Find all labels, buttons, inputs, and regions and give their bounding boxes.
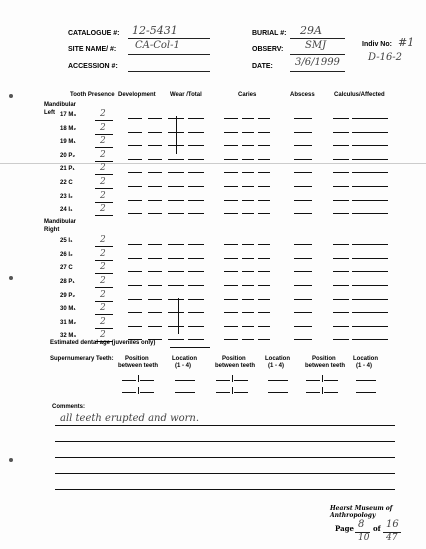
blank-line <box>242 132 254 133</box>
blank-line <box>294 326 312 327</box>
tooth-presence-mark: 2 <box>100 289 106 300</box>
presence-line <box>95 246 113 247</box>
blank-line <box>242 172 254 173</box>
blank-line <box>148 326 162 327</box>
date-label: DATE: <box>252 63 273 70</box>
blank-line <box>188 213 204 214</box>
accession-label: ACCESSION #: <box>68 63 118 70</box>
blank-line <box>352 132 388 133</box>
blank-line <box>128 244 142 245</box>
blank-line <box>294 312 312 313</box>
of-value: 16 <box>386 519 399 530</box>
blank-line <box>168 339 184 340</box>
blank-line <box>242 271 254 272</box>
blank-line <box>148 118 162 119</box>
blank-line <box>188 132 204 133</box>
blank-line <box>258 159 270 160</box>
blank-line <box>242 145 254 146</box>
blank-line <box>242 213 254 214</box>
presence-line <box>95 147 113 148</box>
blank-line <box>258 258 270 259</box>
comment-line <box>55 457 395 458</box>
blank-line <box>258 118 270 119</box>
presence-line <box>95 174 113 175</box>
blank-line <box>224 159 238 160</box>
blank-line <box>352 312 388 313</box>
blank-line <box>148 159 162 160</box>
blank-line <box>188 285 204 286</box>
blank-line <box>294 271 312 272</box>
blank-line <box>333 118 349 119</box>
tooth-presence-mark: 2 <box>100 109 106 119</box>
observ-label: OBSERV: <box>252 46 284 53</box>
burial-value: 29A <box>300 24 322 37</box>
tooth-label: 24 I₁ <box>60 207 73 214</box>
presence-line <box>95 120 113 121</box>
blank-line <box>128 132 142 133</box>
tooth-label: 21 P₁ <box>60 166 75 173</box>
page-below-right: 47 <box>386 533 398 543</box>
blank-line <box>258 285 270 286</box>
blank-line <box>294 200 312 201</box>
presence-line <box>95 260 113 261</box>
blank-line <box>168 244 184 245</box>
blank-line <box>224 285 238 286</box>
blank-line <box>242 186 254 187</box>
blank-line <box>242 258 254 259</box>
blank-line <box>128 200 142 201</box>
tooth-label: 32 M₃ <box>60 333 77 340</box>
blank-line <box>294 186 312 187</box>
blank-line <box>242 118 254 119</box>
blank-line <box>242 326 254 327</box>
comment-line <box>55 489 395 490</box>
blank-line <box>294 244 312 245</box>
blank-line <box>333 271 349 272</box>
sn-range-3: (1 - 4) <box>356 363 373 369</box>
blank-line <box>168 271 184 272</box>
observ-value: SMJ <box>305 40 327 51</box>
tooth-presence-mark: 2 <box>100 177 106 187</box>
blank-line <box>168 172 184 173</box>
sn-location-2: Location <box>265 356 290 362</box>
blank-line <box>258 213 270 214</box>
page-below-left: 10 <box>358 533 370 543</box>
blank-line <box>224 200 238 201</box>
blank-line <box>168 312 184 313</box>
blank-line <box>224 145 238 146</box>
blank-line <box>294 145 312 146</box>
blank-line <box>352 271 388 272</box>
blank-line <box>188 258 204 259</box>
presence-line <box>95 273 113 274</box>
tooth-presence-mark: 2 <box>100 163 106 174</box>
blank-line <box>333 213 349 214</box>
sn-range-1: (1 - 4) <box>175 363 192 369</box>
blank-line <box>128 326 142 327</box>
wear-bar <box>178 298 179 334</box>
blank-line <box>188 299 204 300</box>
blank-line <box>188 244 204 245</box>
blank-line <box>333 285 349 286</box>
tooth-label: 27 C <box>60 265 73 272</box>
blank-line <box>333 200 349 201</box>
section-mandibular-right: Mandibular <box>44 219 77 225</box>
catalogue-label: CATALOGUE #: <box>68 30 120 37</box>
tooth-label: 23 I₂ <box>60 193 73 200</box>
presence-line <box>95 188 113 189</box>
tooth-presence-mark: 2 <box>100 330 106 341</box>
blank-line <box>333 186 349 187</box>
blank-line <box>352 244 388 245</box>
blank-line <box>224 271 238 272</box>
blank-line <box>352 285 388 286</box>
sn-position-3: Position <box>312 356 336 362</box>
blank-line <box>188 159 204 160</box>
tooth-presence-mark: 2 <box>100 149 106 160</box>
blank-line <box>148 172 162 173</box>
blank-line <box>148 200 162 201</box>
presence-line <box>95 301 113 302</box>
blank-line <box>242 159 254 160</box>
presence-line <box>95 328 113 329</box>
blank-line <box>333 299 349 300</box>
blank-line <box>333 244 349 245</box>
blank-line <box>188 271 204 272</box>
blank-line <box>224 312 238 313</box>
blank-line <box>294 118 312 119</box>
tooth-presence-mark: 2 <box>100 276 106 286</box>
blank-line <box>352 299 388 300</box>
tooth-label: 28 P₁ <box>60 279 75 285</box>
tooth-label: 26 I₂ <box>60 251 73 258</box>
blank-line <box>294 339 312 340</box>
col-abscess: Abscess <box>290 92 315 98</box>
punch-hole <box>9 276 13 280</box>
tooth-presence-mark: 2 <box>100 136 106 147</box>
blank-line <box>188 339 204 340</box>
blank-line <box>188 118 204 119</box>
blank-line <box>128 172 142 173</box>
blank-line <box>188 200 204 201</box>
comments-text: all teeth erupted and worn. <box>60 413 200 424</box>
presence-line <box>95 134 113 135</box>
presence-line <box>95 215 113 216</box>
blank-line <box>352 145 388 146</box>
blank-line <box>258 172 270 173</box>
blank-line <box>188 172 204 173</box>
comment-line <box>55 425 395 426</box>
blank-line <box>258 200 270 201</box>
col-development: Development <box>118 92 156 98</box>
presence-line <box>95 314 113 315</box>
blank-line <box>333 159 349 160</box>
tooth-presence-mark: 2 <box>100 316 106 327</box>
indiv-value: #1 <box>398 36 415 49</box>
wear-bar <box>176 116 177 154</box>
tooth-label: 18 M₂ <box>60 125 77 132</box>
comment-line <box>55 473 395 474</box>
blank-line <box>242 339 254 340</box>
blank-line <box>333 326 349 327</box>
blank-line <box>168 213 184 214</box>
blank-line <box>224 118 238 119</box>
tooth-presence-mark: 2 <box>100 262 106 273</box>
blank-line <box>242 299 254 300</box>
blank-line <box>168 285 184 286</box>
sn-position-2: Position <box>222 356 246 362</box>
blank-line <box>148 132 162 133</box>
tooth-label: 31 M₂ <box>60 319 77 326</box>
blank-line <box>333 172 349 173</box>
blank-line <box>294 258 312 259</box>
blank-line <box>352 213 388 214</box>
blank-line <box>128 145 142 146</box>
blank-line <box>352 186 388 187</box>
blank-line <box>224 244 238 245</box>
blank-line <box>128 271 142 272</box>
comments-label: Comments: <box>52 404 86 410</box>
tooth-label: 22 C <box>60 180 73 186</box>
tooth-label: 25 I₁ <box>60 238 73 245</box>
tooth-presence-mark: 2 <box>100 235 106 246</box>
blank-line <box>128 258 142 259</box>
blank-line <box>224 326 238 327</box>
presence-line <box>95 161 113 162</box>
blank-line <box>148 244 162 245</box>
blank-line <box>242 244 254 245</box>
indiv-label: Indiv No: <box>362 41 392 48</box>
blank-line <box>128 213 142 214</box>
blank-line <box>224 132 238 133</box>
date-value: 3/6/1999 <box>295 57 340 68</box>
blank-line <box>168 258 184 259</box>
blank-line <box>294 132 312 133</box>
sn-location-3: Location <box>353 356 378 362</box>
blank-line <box>352 159 388 160</box>
blank-line <box>352 258 388 259</box>
blank-line <box>294 213 312 214</box>
blank-line <box>168 299 184 300</box>
blank-line <box>148 186 162 187</box>
blank-line <box>128 186 142 187</box>
of-label: of <box>373 524 381 533</box>
blank-line <box>242 312 254 313</box>
blank-line <box>224 213 238 214</box>
tooth-presence-mark: 2 <box>100 303 106 314</box>
blank-line <box>258 271 270 272</box>
blank-line <box>333 145 349 146</box>
blank-line <box>148 299 162 300</box>
supernumerary-label: Supernumerary Teeth: <box>50 356 114 362</box>
blank-line <box>258 339 270 340</box>
col-tooth-presence: Tooth Presence <box>70 92 115 98</box>
col-caries: Caries <box>238 92 257 98</box>
catalogue-value: 12-5431 <box>132 24 178 37</box>
side-note: D-16-2 <box>368 52 403 63</box>
comment-line <box>55 441 395 442</box>
blank-line <box>242 285 254 286</box>
blank-line <box>188 312 204 313</box>
blank-line <box>294 159 312 160</box>
punch-hole <box>9 458 13 462</box>
blank-line <box>224 299 238 300</box>
col-calculus: Calculus/Affected <box>334 92 385 98</box>
burial-label: BURIAL #: <box>252 30 287 37</box>
blank-line <box>352 326 388 327</box>
blank-line <box>258 244 270 245</box>
presence-line <box>95 202 113 203</box>
blank-line <box>128 285 142 286</box>
section-mandibular-left: Mandibular <box>44 102 77 108</box>
tooth-label: 17 M₃ <box>60 112 77 118</box>
blank-line <box>188 186 204 187</box>
blank-line <box>224 172 238 173</box>
blank-line <box>352 339 388 340</box>
blank-line <box>258 326 270 327</box>
tooth-presence-mark: 2 <box>100 204 106 215</box>
tooth-label: 19 M₁ <box>60 139 76 146</box>
tooth-presence-mark: 2 <box>100 248 106 259</box>
blank-line <box>148 145 162 146</box>
blank-line <box>258 132 270 133</box>
blank-line <box>148 285 162 286</box>
tooth-presence-mark: 2 <box>100 190 106 201</box>
blank-line <box>148 271 162 272</box>
estimated-age-label: Estimated dental age (juveniles only) <box>50 340 156 346</box>
blank-line <box>242 200 254 201</box>
blank-line <box>148 213 162 214</box>
presence-line <box>95 287 113 288</box>
blank-line <box>352 200 388 201</box>
sn-location-1: Location <box>172 356 197 362</box>
section-right: Right <box>44 227 60 233</box>
section-left: Left <box>44 110 55 116</box>
sn-between-2: between teeth <box>215 363 256 369</box>
blank-line <box>128 299 142 300</box>
sn-range-2: (1 - 4) <box>268 363 285 369</box>
punch-hole <box>9 94 13 98</box>
blank-line <box>258 299 270 300</box>
blank-line <box>333 132 349 133</box>
page-value: 8 <box>358 519 365 530</box>
blank-line <box>168 186 184 187</box>
sn-position-1: Position <box>125 356 149 362</box>
blank-line <box>128 312 142 313</box>
blank-line <box>352 172 388 173</box>
blank-line <box>148 312 162 313</box>
blank-line <box>333 339 349 340</box>
blank-line <box>128 159 142 160</box>
blank-line <box>224 186 238 187</box>
blank-line <box>188 326 204 327</box>
sn-between-1: between teeth <box>118 363 159 369</box>
tooth-label: 20 P₂ <box>60 152 76 159</box>
blank-line <box>188 145 204 146</box>
sn-between-3: between teeth <box>305 363 346 369</box>
tooth-presence-mark: 2 <box>100 122 106 133</box>
blank-line <box>224 339 238 340</box>
blank-line <box>224 258 238 259</box>
blank-line <box>258 312 270 313</box>
blank-line <box>294 285 312 286</box>
fold-line <box>0 163 426 164</box>
blank-line <box>352 118 388 119</box>
blank-line <box>168 159 184 160</box>
site-label: SITE NAME/ #: <box>68 46 117 53</box>
tooth-label: 30 M₁ <box>60 306 76 313</box>
blank-line <box>294 299 312 300</box>
blank-line <box>258 186 270 187</box>
blank-line <box>294 172 312 173</box>
blank-line <box>333 258 349 259</box>
museum-name: Hearst Museum of Anthropology <box>330 505 393 519</box>
blank-line <box>148 258 162 259</box>
page-label: Page <box>335 524 354 533</box>
blank-line <box>168 200 184 201</box>
blank-line <box>333 312 349 313</box>
site-value: CA-Col-1 <box>135 40 180 51</box>
blank-line <box>128 118 142 119</box>
blank-line <box>258 145 270 146</box>
col-wear-total: Wear /Total <box>170 92 202 98</box>
blank-line <box>168 326 184 327</box>
tooth-label: 29 P₂ <box>60 292 76 299</box>
